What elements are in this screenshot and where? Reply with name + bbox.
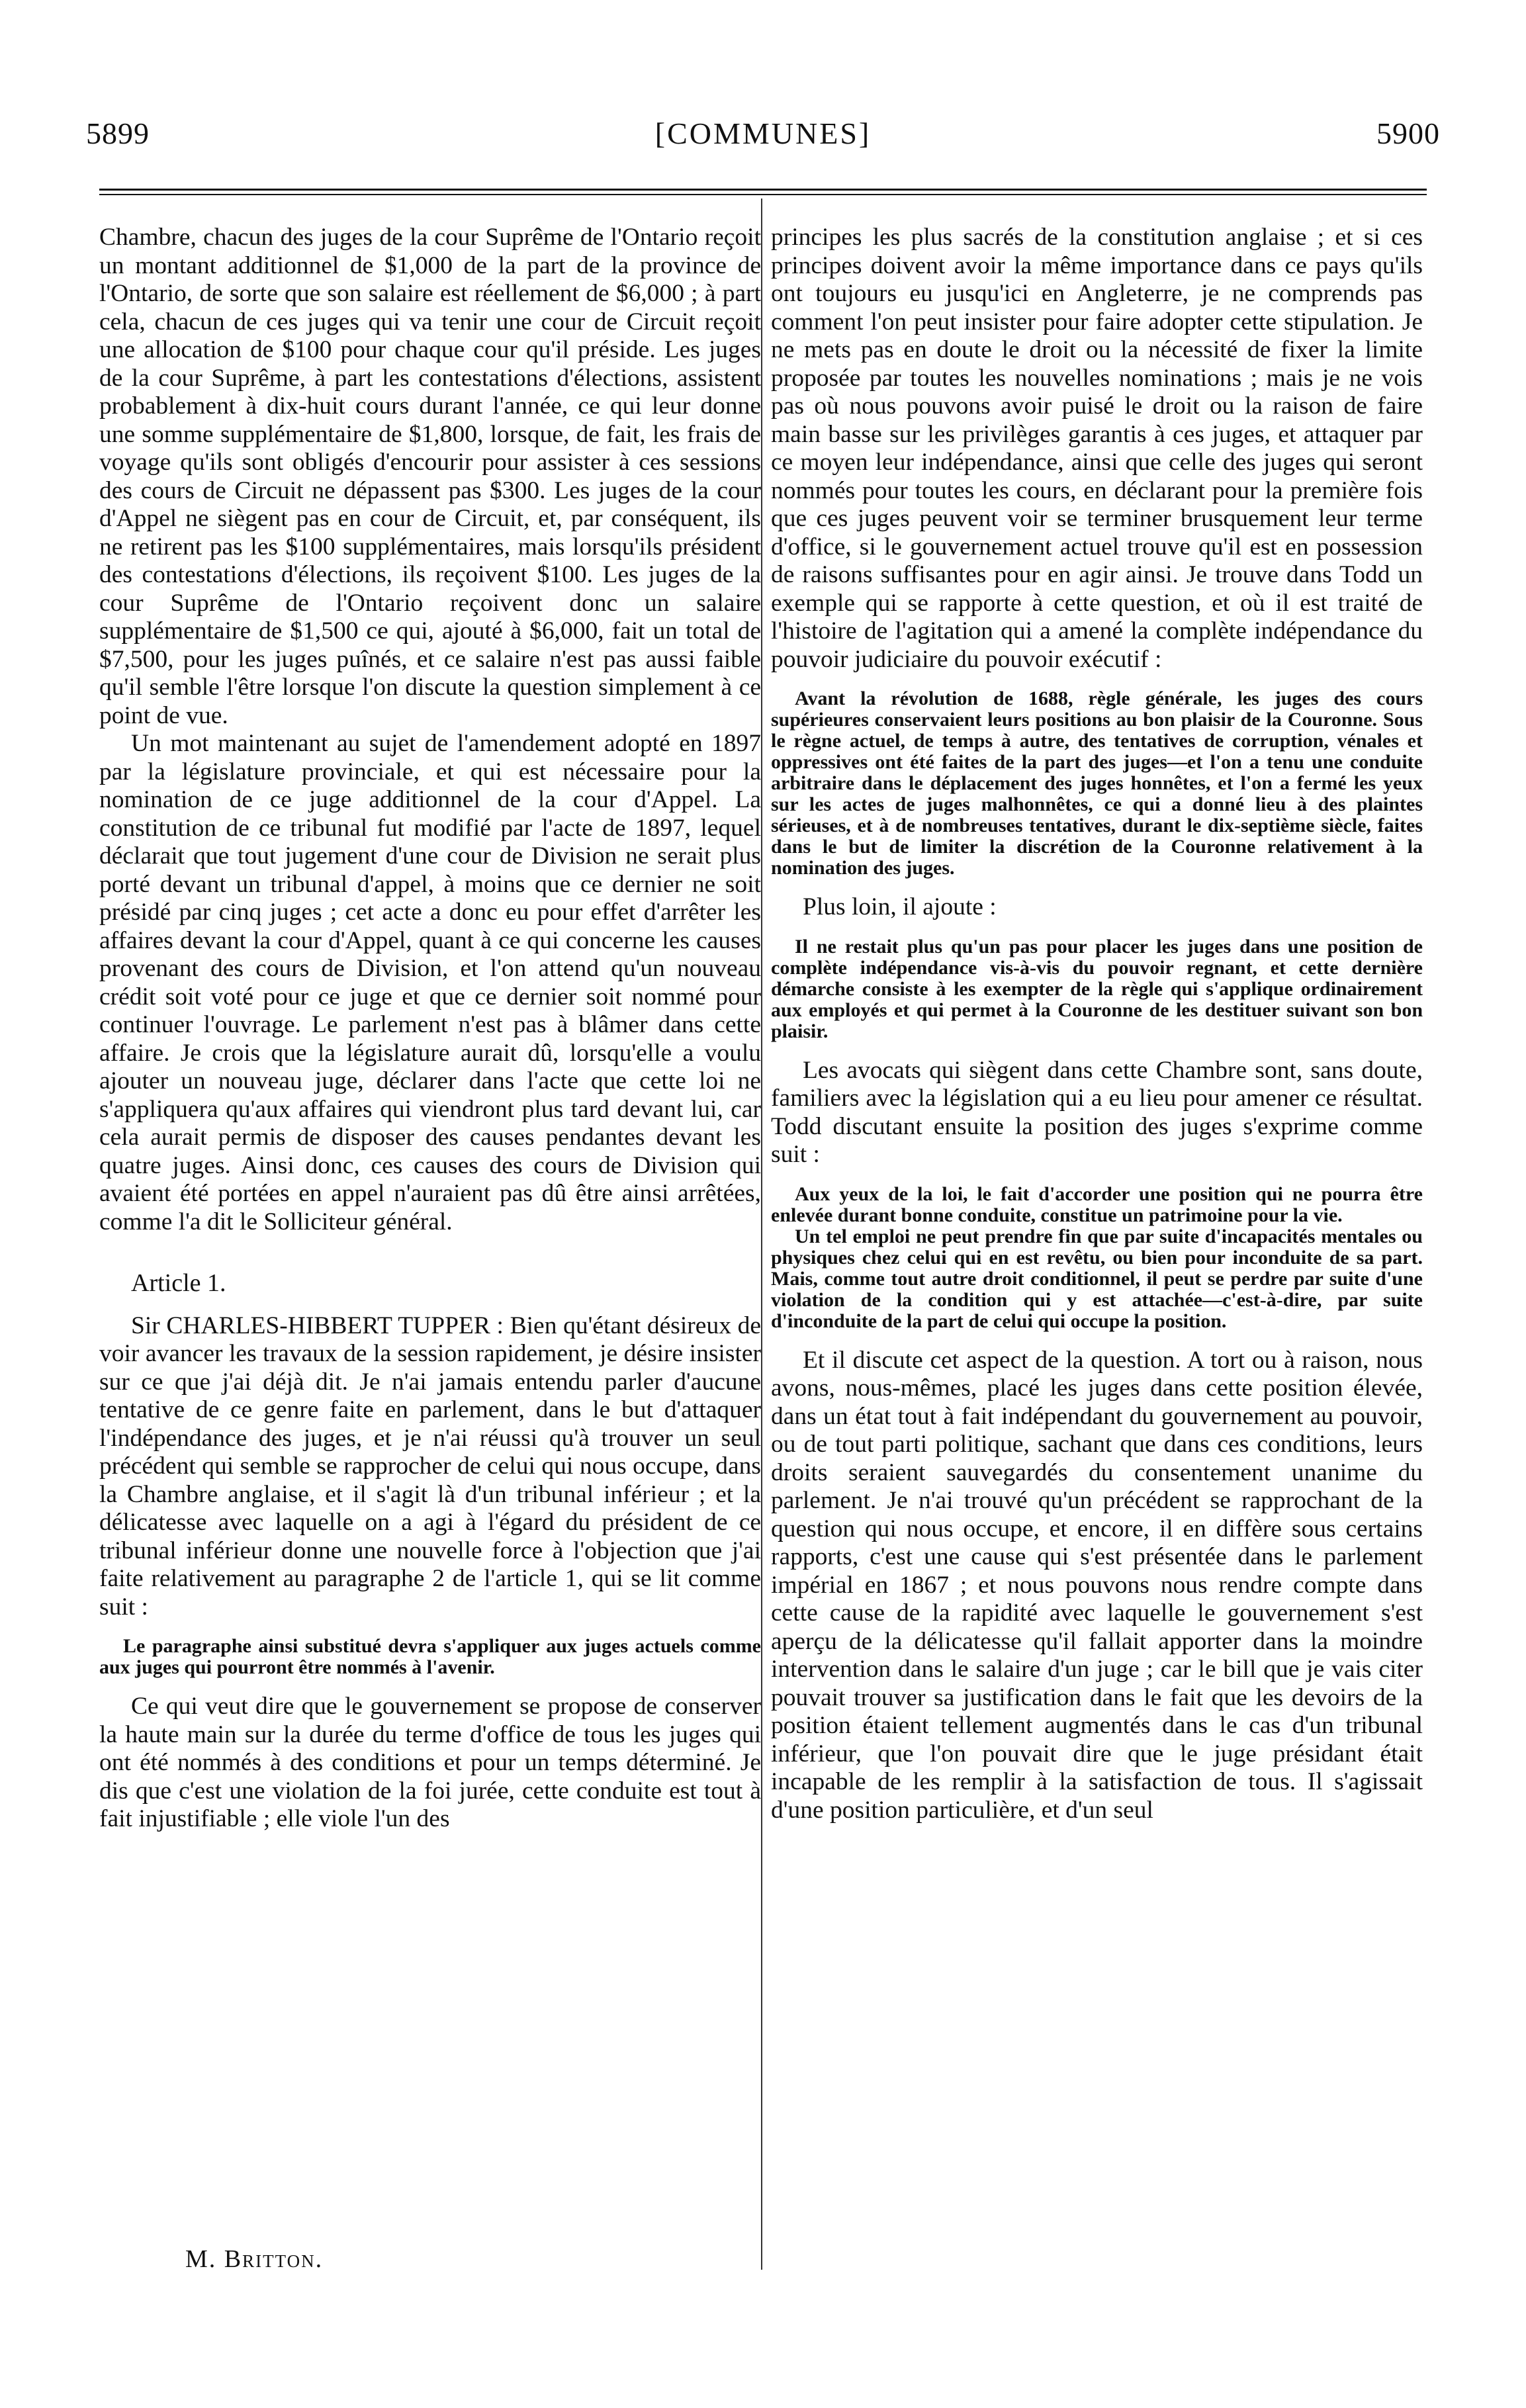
- left-paragraph-2: Un mot maintenant au sujet de l'amendement adopté en 1897 par la législature provinciale, et qui est nécessaire pour la nomination de ce juge additionnel de la cour d'Appel. La constitution de ce tribunal fut modifié par l'acte de 1897, lequel déclarait que tout jugement d'une cour de Division ne serait plus porté devant un tribunal d'appel, à moins que ce dernier ne soit présidé par cinq juges ; cet acte a donc eu pour effet d'arrêter les affaires devant la cour d'Appel, quant à ce qui concerne les causes provenant des cours de Division, et l'on attend qu'un nouveau crédit soit voté pour ce juge et que ce dernier soit nommé pour continuer l'ouvrage. Le parlement n'est pas à blâmer dans cette affaire. Je crois que la législature aurait dû, lorsqu'elle a voulu ajouter un nouveau juge, déclarer dans l'acte que cette loi ne s'appliquera qu'aux affaires qui viendront plus tard devant lui, car cela aurait permis de disposer des causes pendantes devant les quatre juges. Ainsi donc, ces causes des cours de Division qui avaient été portées en appel n'auraient pas dû être ainsi arrêtées, comme l'a dit le Solliciteur général.: [99, 730, 761, 1235]
- page-number-right: 5900: [1376, 116, 1440, 150]
- left-column: [99, 224, 761, 1834]
- quote-todd-revolution: Avant la révolution de 1688, règle générale, les juges des cours supérieures conservaient leurs positions au bon plaisir de la Couronne. Sous le règne actuel, de temps à autre, des tentatives de corruption, vénales et oppressives ont été faites de la part des juges—et l'on a tenu une conduite arbitraire dans le déplacement des juges honnêtes, et l'on a fermé les yeux sur les actes de juges malhonnêtes, ce qui a donné lieu à des plaintes sérieuses, et à de nombreuses tentatives, durant le dix-septième siècle, faites dans le but de limiter la discrétion de la Couronne relativement à la nomination des juges.: [771, 688, 1423, 879]
- quote-paragraph-substitue: Le paragraphe ainsi substitué devra s'appliquer aux juges actuels comme aux juges qui pourront être nommés à l'avenir.: [99, 1635, 761, 1678]
- quote-todd-patrimoine: Aux yeux de la loi, le fait d'accorder une position qui ne pourra être enlevée durant bonne conduite, constitue un patrimoine pour la vie.: [771, 1182, 1423, 1226]
- right-column: [771, 224, 1423, 1824]
- quote-todd-independance: Il ne restait plus qu'un pas pour placer les juges dans une position de complète indépendance vis-à-vis du pouvoir regnant, et cette dernière démarche consiste à les exempter de la règle qui s'applique ordinairement aux employés et qui permet à la Couronne de les destituer suivant son bon plaisir.: [771, 935, 1423, 1042]
- quote-todd-emploi: Un tel emploi ne peut prendre fin que par suite d'incapacités mentales ou physiques chez celui qui en est revêtu, ou bien pour inconduite de sa part. Mais, comme tout autre droit conditionnel, il peut se perdre par suite d'une violation de la condition qui y est attachée—c'est-à-dire, par suite d'inconduite de la part de celui qui occupe la position.: [771, 1225, 1423, 1332]
- speaker-name: Sir CHARLES-HIBBERT TUPPER :: [131, 1312, 504, 1339]
- left-paragraph-3: [99, 1312, 761, 1622]
- right-paragraph-1: principes les plus sacrés de la constitution anglaise ; et si ces principes doivent avoir la même importance dans ce pays qu'ils ont toujours eu jusqu'ici en Angleterre, je ne comprends pas comment l'on peut insister pour faire adopter cette stipulation. Je ne mets pas en doute le droit ou la nécessité de fixer la limite proposée par toutes les nouvelles nominations ; mais je ne vois pas où nous pouvons avoir puisé le droit ou la raison de faire main basse sur les privilèges garantis à ces juges, et attaquer par ce moyen leur indépendance, ainsi que celle des juges qui seront nommés pour toutes les cours, en déclarant pour la première fois que ces juges peuvent voir se terminer brusquement leur terme d'office, si le gouvernement actuel trouve qu'il est en possession de raisons suffisantes pour en agir ainsi. Je trouve dans Todd un exemple qui se rapporte à cette question, et où il est traité de l'histoire de l'agitation qui a amené la complète indépendance du pouvoir judiciaire du pouvoir exécutif :: [771, 224, 1423, 673]
- column-divider: [761, 199, 762, 2270]
- header-rule: [99, 189, 1427, 191]
- left-paragraph-4: Ce qui veut dire que le gouvernement se propose de conserver la haute main sur la durée du terme d'office de tous les juges qui ont été nommés à des conditions et pour un temps déterminé. Je dis que c'est une violation de la foi jurée, cette conduite est tout à fait injustifiable ; elle viole l'un des: [99, 1693, 761, 1832]
- footer-speaker: M. Britton.: [185, 2245, 324, 2273]
- running-title: [COMMUNES]: [654, 116, 872, 150]
- page-header: [86, 116, 1440, 156]
- article-heading: Article 1.: [131, 1269, 226, 1297]
- right-paragraph-2: Plus loin, il ajoute :: [803, 893, 997, 920]
- left-paragraph-1: Chambre, chacun des juges de la cour Suprême de l'Ontario reçoit un montant additionnel de $1,000 de la part de la province de l'Ontario, de sorte que son salaire est réellement de $6,000 ; à part cela, chacun de ces juges qui va tenir une cour de Circuit reçoit une allocation de $100 pour chaque cour qu'il préside. Les juges de la cour Suprême, à part les contestations d'élections, assistent probablement à dix-huit cours durant l'année, ce qui leur donne une somme supplémentaire de $1,800, lorsque, de fait, les frais de voyage qu'ils sont obligés d'encourir pour assister à ces sessions des cours de Circuit ne dépassent pas $300. Les juges de la cour d'Appel ne siègent pas en cour de Circuit, et, par conséquent, ils ne retirent pas les $100 supplémentaires, mais lorsqu'ils président des contestations d'élections, ils reçoivent $100. Les juges de la cour Suprême de l'Ontario reçoivent donc un salaire supplémentaire de $1,500 ce qui, ajouté à $6,000, fait un total de $7,500, pour les juges puînés, et ce salaire n'est pas aussi faible qu'il semble l'être lorsque l'on discute la question simplement à ce point de vue.: [99, 224, 761, 729]
- page-number-left: 5899: [86, 116, 150, 150]
- speech-text: Bien qu'étant désireux de voir avancer les travaux de la session rapidement, je désire insister sur ce que j'ai déjà dit. Je n'ai jamais entendu parler d'aucune tentative de ce genre faite en parlement, dans le but d'attaquer l'indépendance des juges, et je n'ai réussi qu'à trouver un seul précédent qui semble se rapprocher de celui qui nous occupe, dans la Chambre anglaise, et il s'agit là d'un tribunal inférieur ; et la délicatesse avec laquelle on a agi à l'égard du président de ce tribunal inférieur donne une nouvelle force à l'objection que j'ai faite relativement au paragraphe 2 de l'article 1, qui se lit comme suit :: [99, 1312, 761, 1621]
- right-paragraph-3: Les avocats qui siègent dans cette Chambre sont, sans doute, familiers avec la législation qui a eu lieu pour amener ce résultat. Todd discutant ensuite la position des juges s'exprime comme suit :: [771, 1056, 1423, 1168]
- header-rule-thin: [99, 194, 1427, 195]
- right-paragraph-4: Et il discute cet aspect de la question. A tort ou à raison, nous avons, nous-mêmes, placé les juges dans cette position élevée, dans un état tout à fait indépendant du gouvernement au pouvoir, ou de tout parti politique, sachant que dans ces conditions, leurs droits seraient sauvegardés du consentement unanime du parlement. Je n'ai trouvé qu'un précédent se rapprochant de la question qui nous occupe, et encore, il en diffère sous certains rapports, c'est une cause qui s'est présentée dans le parlement impérial en 1867 ; et nous pouvons nous rendre compte dans cette cause de la rapidité avec laquelle le gouvernement s'est aperçu de la délicatesse qu'il fallait apporter dans la moindre intervention dans le salaire d'un juge ; car le bill que je vais citer pouvait trouver sa justification dans le fait que les devoirs de la position étaient tellement augmentés dans le cas d'un tribunal inférieur, que l'on pouvait dire que le juge présidant était incapable de les remplir à la satisfaction de tous. Il s'agissait d'une position particulière, et d'un seul: [771, 1346, 1423, 1824]
